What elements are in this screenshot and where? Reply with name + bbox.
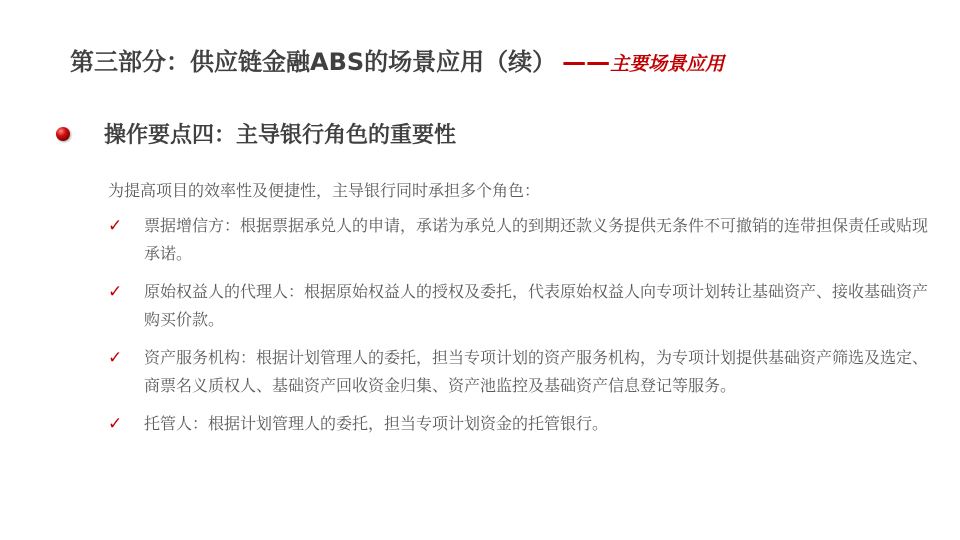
slide-title-main: 第三部分：供应链金融ABS的场景应用（续） (70, 48, 557, 76)
section-header (56, 118, 456, 149)
list-item-text: 票据增信方：根据票据承兑人的申请，承诺为承兑人的到期还款义务提供无条件不可撤销的连带担保责任或贴现承诺。 (144, 216, 929, 263)
role-list (108, 212, 928, 448)
list-item-text: 资产服务机构：根据计划管理人的委托，担当专项计划的资产服务机构，为专项计划提供基础资产筛选及选定、商票名义质权人、基础资产回收资金归集、资产池监控及基础资产信息登记等服务。 (144, 348, 929, 395)
red-ball-bullet-icon (56, 127, 70, 141)
section-heading: 操作要点四：主导银行角色的重要性 (104, 123, 457, 148)
list-item-text: 原始权益人的代理人：根据原始权益人的授权及委托，代表原始权益人向专项计划转让基础资产、接收基础资产购买价款。 (144, 282, 929, 329)
list-item-text: 托管人：根据计划管理人的委托，担当专项计划资金的托管银行。 (144, 414, 609, 433)
intro-text: 为提高项目的效率性及便捷性，主导银行同时承担多个角色： (108, 181, 541, 200)
list-item (108, 410, 928, 438)
list-item (108, 278, 928, 334)
checkmark-icon: ✓ (108, 216, 123, 236)
list-item (108, 212, 928, 268)
checkmark-icon: ✓ (108, 414, 123, 434)
slide-subtitle: 主要场景应用 (610, 53, 725, 75)
title-dash: —— (562, 48, 611, 76)
list-item (108, 344, 928, 400)
slide-title (70, 44, 724, 82)
checkmark-icon: ✓ (108, 282, 123, 302)
checkmark-icon: ✓ (108, 348, 123, 368)
